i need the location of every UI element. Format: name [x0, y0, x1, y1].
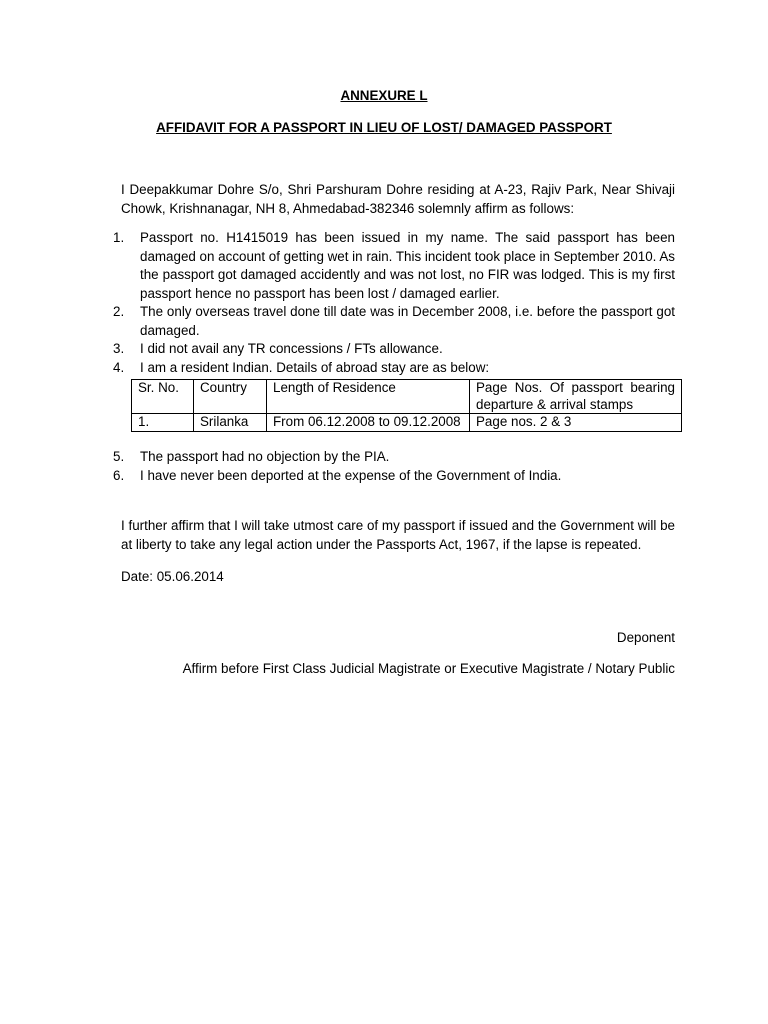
list-text: The only overseas travel done till date was in December 2008, i.e. before the passport got damaged. [140, 304, 675, 338]
table-header-row [132, 380, 682, 414]
affirm-before-line: Affirm before First Class Judicial Magistrate or Executive Magistrate / Notary Public [182, 661, 675, 676]
intro-paragraph: I Deepakkumar Dohre S/o, Shri Parshuram Dohre residing at A-23, Rajiv Park, Near Shivaji Chowk, Krishnanagar, NH 8, Ahmedabad-382346 solemnly affirm as follows: [121, 182, 675, 216]
date-line: Date: 05.06.2014 [121, 569, 224, 584]
table-cell: 1. [132, 414, 194, 432]
list-item [113, 340, 675, 359]
further-affirmation-paragraph: I further affirm that I will take utmost care of my passport if issued and the Government will be at liberty to take any legal action under the Passports Act, 1967, if the lapse is repeated. [121, 518, 675, 552]
list-item [113, 448, 675, 467]
list-text: I am a resident Indian. Details of abroad stay are as below: [140, 359, 490, 375]
list-number: 2. [113, 304, 125, 319]
list-text: I have never been deported at the expense of the Government of India. [140, 467, 562, 483]
table-cell: Srilanka [194, 414, 267, 432]
list-number: 3. [113, 341, 125, 356]
affirmation-list-continued [113, 448, 675, 485]
table-header-cell: Page Nos. Of passport bearing departure & arrival stamps [470, 380, 682, 414]
list-number: 6. [113, 467, 125, 483]
affirmation-list [113, 229, 675, 377]
deponent-label: Deponent [616, 630, 675, 645]
list-item [113, 467, 675, 486]
table-row [132, 414, 682, 432]
table-cell: Page nos. 2 & 3 [470, 414, 682, 432]
list-text: The passport had no objection by the PIA. [140, 449, 390, 464]
list-text: I did not avail any TR concessions / FTs allowance. [140, 341, 443, 356]
list-text: Passport no. H1415019 has been issued in my name. The said passport has been damaged on account of getting wet in rain. This incident took place in September 2010. As the passport got damaged accidently and was not lost, no FIR was lodged. This is my first passport hence no passport has been lost / damaged earlier. [140, 230, 675, 301]
annexure-heading: ANNEXURE L [340, 88, 428, 103]
table-cell: From 06.12.2008 to 09.12.2008 [267, 414, 470, 432]
abroad-stay-table [131, 379, 682, 432]
list-number: 4. [113, 359, 125, 375]
table-header-cell: Country [194, 380, 267, 414]
table-header-cell: Sr. No. [132, 380, 194, 414]
list-item [113, 359, 675, 378]
list-number: 5. [113, 449, 125, 464]
document-title: AFFIDAVIT FOR A PASSPORT IN LIEU OF LOST/ DAMAGED PASSPORT [156, 120, 612, 135]
list-item [113, 303, 675, 340]
list-item [113, 229, 675, 303]
table-header-cell: Length of Residence [267, 380, 470, 414]
list-number: 1. [113, 230, 125, 245]
